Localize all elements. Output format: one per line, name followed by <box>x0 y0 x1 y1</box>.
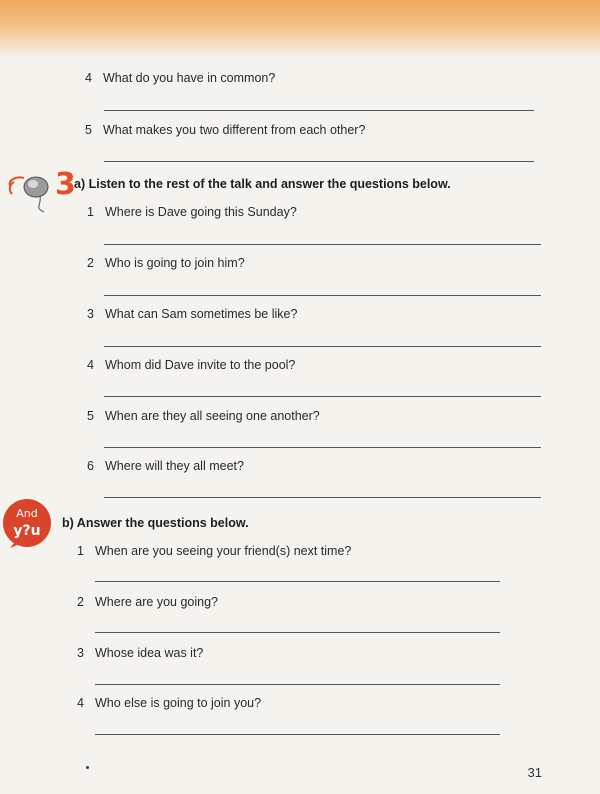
question-item: 2 Where are you going? <box>77 595 218 609</box>
question-item: 3 What can Sam sometimes be like? <box>87 307 298 321</box>
answer-line[interactable] <box>95 734 500 735</box>
computer-mouse-icon <box>6 172 54 214</box>
section-instruction: b) Answer the questions below. <box>62 516 249 530</box>
question-item: 1 Where is Dave going this Sunday? <box>87 205 297 219</box>
answer-line[interactable] <box>95 581 500 582</box>
question-item: 4 What do you have in common? <box>85 71 276 85</box>
answer-line[interactable] <box>104 497 541 498</box>
answer-line[interactable] <box>104 346 541 347</box>
answer-line[interactable] <box>104 161 534 162</box>
answer-line[interactable] <box>104 110 534 111</box>
section-instruction: a) Listen to the rest of the talk and answer the questions below. <box>74 177 451 191</box>
and-you-icon-text-bottom: y?u <box>13 523 41 539</box>
question-item: 5 What makes you two different from each other? <box>85 123 366 137</box>
and-you-icon <box>2 497 52 549</box>
question-item: 4 Whom did Dave invite to the pool? <box>87 358 296 372</box>
question-item: 4 Who else is going to join you? <box>77 696 262 710</box>
page-number: 31 <box>527 765 542 780</box>
answer-line[interactable] <box>104 295 541 296</box>
question-item: 1 When are you seeing your friend(s) next time? <box>77 544 352 558</box>
answer-line[interactable] <box>104 244 541 245</box>
answer-line[interactable] <box>95 684 500 685</box>
question-item: 2 Who is going to join him? <box>87 256 245 270</box>
answer-line[interactable] <box>95 632 500 633</box>
bullet-dot <box>86 766 89 769</box>
question-item: 6 Where will they all meet? <box>87 459 244 473</box>
and-you-icon-text-top: And <box>16 507 38 520</box>
answer-line[interactable] <box>104 447 541 448</box>
question-item: 5 When are they all seeing one another? <box>87 409 320 423</box>
section-number: 3 <box>55 167 76 202</box>
page-header-band <box>0 0 600 58</box>
question-item: 3 Whose idea was it? <box>77 646 204 660</box>
answer-line[interactable] <box>104 396 541 397</box>
